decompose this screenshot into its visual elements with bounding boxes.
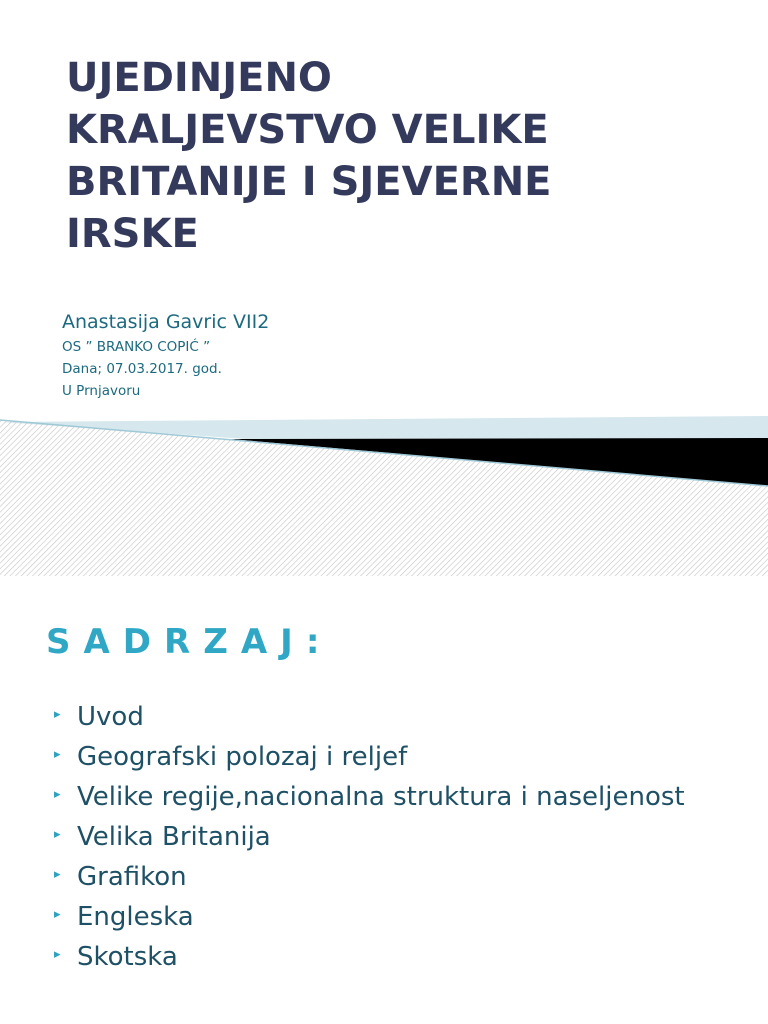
list-item-label: Velika Britanija: [77, 822, 271, 852]
triangle-bullet-icon: ▸: [54, 947, 61, 962]
list-item-label: Velike regije,nacionalna struktura i naseljenost: [77, 782, 685, 812]
contents-heading: SADRZAJ:: [46, 622, 333, 662]
triangle-bullet-icon: ▸: [54, 707, 61, 722]
subtitle-block: [62, 308, 269, 402]
list-item: [54, 860, 734, 894]
presentation-place: U Prnjavoru: [62, 383, 141, 399]
triangle-bullet-icon: ▸: [54, 867, 61, 882]
triangle-bullet-icon: ▸: [54, 907, 61, 922]
triangle-bullet-icon: ▸: [54, 827, 61, 842]
list-item-label: Skotska: [77, 942, 178, 972]
list-item-label: Engleska: [77, 902, 194, 932]
triangle-bullet-icon: ▸: [54, 787, 61, 802]
triangle-bullet-icon: ▸: [54, 747, 61, 762]
decorative-banner: [0, 410, 768, 576]
list-item: [54, 900, 734, 934]
author-name: Anastasija Gavric VII2: [62, 311, 270, 333]
list-item-label: Uvod: [77, 702, 144, 732]
list-item: [54, 700, 734, 734]
school-name: OS ” BRANKO COPIĆ ”: [62, 339, 211, 355]
list-item-label: Geografski polozaj i reljef: [77, 742, 408, 772]
list-item: [54, 740, 734, 774]
presentation-date: Dana; 07.03.2017. god.: [62, 361, 222, 377]
contents-slide: [0, 576, 768, 1024]
list-item: [54, 940, 734, 974]
list-item: [54, 820, 734, 854]
contents-list: [54, 700, 734, 980]
slide-title: UJEDINJENO KRALJEVSTVO VELIKE BRITANIJE I SJEVERNE IRSKE: [66, 55, 552, 257]
list-item: [54, 780, 734, 814]
list-item-label: Grafikon: [77, 862, 187, 892]
